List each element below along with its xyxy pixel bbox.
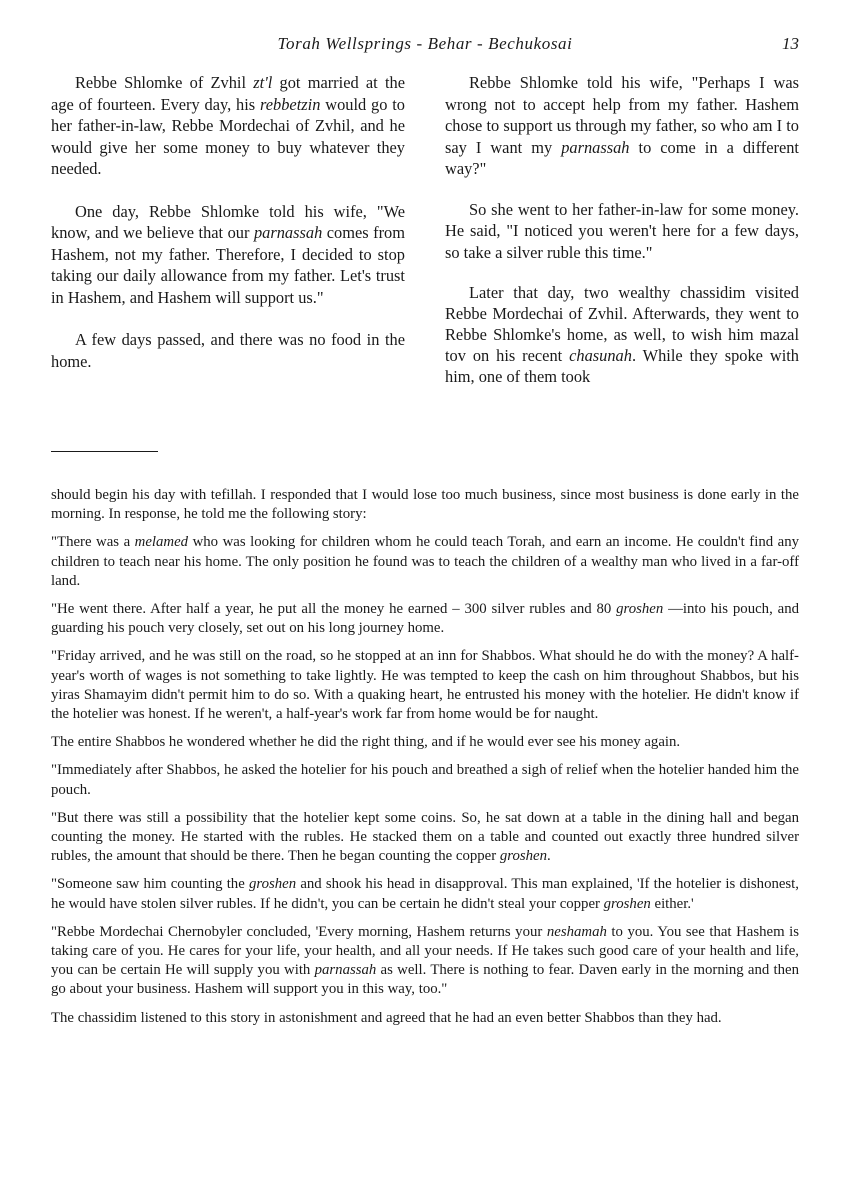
footnote-paragraph-6: "Immediately after Shabbos, he asked the hotelier for his pouch and breathed a sigh of relief when the hotelier handed him the pouch. — [51, 762, 799, 798]
running-header — [51, 34, 799, 58]
text-run: to you. You see that Hashem is taking care of you. He cares for your life, your health, and all your needs. If He takes such good care of your health and life, you can be certain He will supply you with — [51, 923, 799, 979]
italic-term: groshen — [248, 876, 297, 893]
footnote-paragraph-5: The entire Shabbos he wondered whether he did the right thing, and if he would ever see his money again. — [51, 734, 681, 751]
text-run: Later that day, two wealthy chassidim visited Rebbe Mordechai of Zvhil. Afterwards, they went to Rebbe Shlomke's home, as well, to wish him mazal tov on his recent — [445, 283, 799, 365]
text-run: "Someone saw him counting the — [51, 876, 249, 893]
left-paragraph-1 — [51, 72, 405, 180]
footnote-paragraph-3 — [51, 600, 799, 638]
italic-term: parnassah — [314, 962, 377, 979]
italic-term: parnassah — [561, 137, 630, 157]
text-run: who was looking for children whom he could teach Torah, and earn an income. He couldn't find any children to teach near his home. The only position he found was to teach the children of a wealthy man who lived in a far-off land. — [51, 534, 799, 589]
text-run: to come in a different way?" — [445, 137, 799, 178]
footnote-paragraph-9 — [51, 923, 799, 1000]
left-column — [51, 72, 405, 372]
left-paragraph-3: A few days passed, and there was no food in the home. — [51, 330, 405, 371]
text-run: Rebbe Shlomke told his wife, "Perhaps I was wrong not to accept help from my father. Hashem chose to support us through my father, so who am I to say I want my — [445, 73, 799, 157]
italic-term: parnassah — [253, 223, 323, 242]
italic-term: groshen — [603, 895, 651, 912]
text-run: Rebbe Shlomke of Zvhil — [75, 73, 254, 92]
text-run: and shook his head in disapproval. This man explained, 'If the hotelier is dishonest, he would have stolen silver rubles. If he didn't, you can be certain he didn't steal your copper — [51, 876, 799, 912]
footnote-paragraph-7 — [51, 809, 799, 867]
text-run: "There was a — [51, 534, 135, 551]
text-run: "But there was still a possibility that the hotelier kept some coins. So, he sat down at a table in the dining hall and began counting the money. He started with the rubles. He stacked them on a table and counted out exactly three hundred silver rubles, the amount that should be there. Then he began counting the copper — [51, 809, 799, 865]
footnote-paragraph-4: "Friday arrived, and he was still on the road, so he stopped at an inn for Shabbos. What should he do with the money? A half-year's worth of wages is not something to take lightly. He was tempted to keep the cash on him throughout Shabbos, but his yiras Shamayim didn't permit him to do so. With a quaking heart, he entrusted his money with the hotelier. He didn't know if the hotelier was honest. If he weren't, a half-year's work far from home would be for naught. — [51, 648, 799, 723]
footnote-paragraph-1: should begin his day with tefillah. I responded that I would lose too much business, since most business is done early in the morning. In response, he told me the following story: — [51, 487, 799, 523]
footnote-separator — [51, 451, 158, 452]
text-run: One day, Rebbe Shlomke told his wife, "We know, and we believe that our — [51, 201, 405, 242]
footnote-paragraph-10: The chassidim listened to this story in astonishment and agreed that he had an even better Shabbos than they had. — [51, 1009, 722, 1026]
running-title: Torah Wellsprings - Behar - Bechukosai — [277, 34, 573, 53]
text-run: comes from Hashem, not my father. Therefore, I decided to stop taking our daily allowance from my father. Let's trust in Hashem, and Hashem will support us." — [51, 223, 405, 307]
italic-term: zt'l — [253, 73, 273, 92]
left-paragraph-2 — [51, 201, 405, 309]
text-run: "He went there. After half a year, he put all the money he earned – 300 silver rubles and 80 — [51, 601, 617, 618]
italic-term: groshen — [499, 848, 547, 865]
right-paragraph-2: So she went to her father-in-law for some money. He said, "I noticed you weren't here for a few days, so take a silver ruble this time." — [445, 199, 799, 262]
text-run: —into his pouch, and guarding his pouch very closely, set out on his long journey home. — [51, 601, 799, 637]
text-run: "Rebbe Mordechai Chernobyler concluded, 'Every morning, Hashem returns your — [51, 923, 547, 940]
text-run: . While they spoke with him, one of them took — [445, 346, 799, 386]
italic-term: chasunah — [569, 346, 632, 365]
footnotes — [51, 486, 799, 1037]
italic-term: neshamah — [546, 923, 607, 940]
right-paragraph-3 — [445, 282, 799, 387]
italic-term: groshen — [616, 601, 664, 618]
italic-term: melamed — [134, 534, 189, 551]
italic-term: rebbetzin — [260, 94, 321, 114]
page-number: 13 — [782, 34, 799, 53]
footnote-paragraph-2 — [51, 533, 799, 591]
text-run: . — [547, 848, 551, 865]
right-paragraph-1 — [445, 72, 799, 180]
right-column — [445, 72, 799, 387]
text-run: would go to her father-in-law, Rebbe Mordechai of Zvhil, and he would give her some money to buy whatever they needed. — [51, 94, 405, 178]
text-run: either.' — [650, 895, 694, 912]
footnote-paragraph-8 — [51, 875, 799, 913]
text-run: got married at the age of fourteen. Every day, his — [51, 73, 405, 114]
text-run: as well. There is nothing to fear. Daven early in the morning and then go about your business. Hashem will support you in this way, too." — [51, 962, 799, 998]
